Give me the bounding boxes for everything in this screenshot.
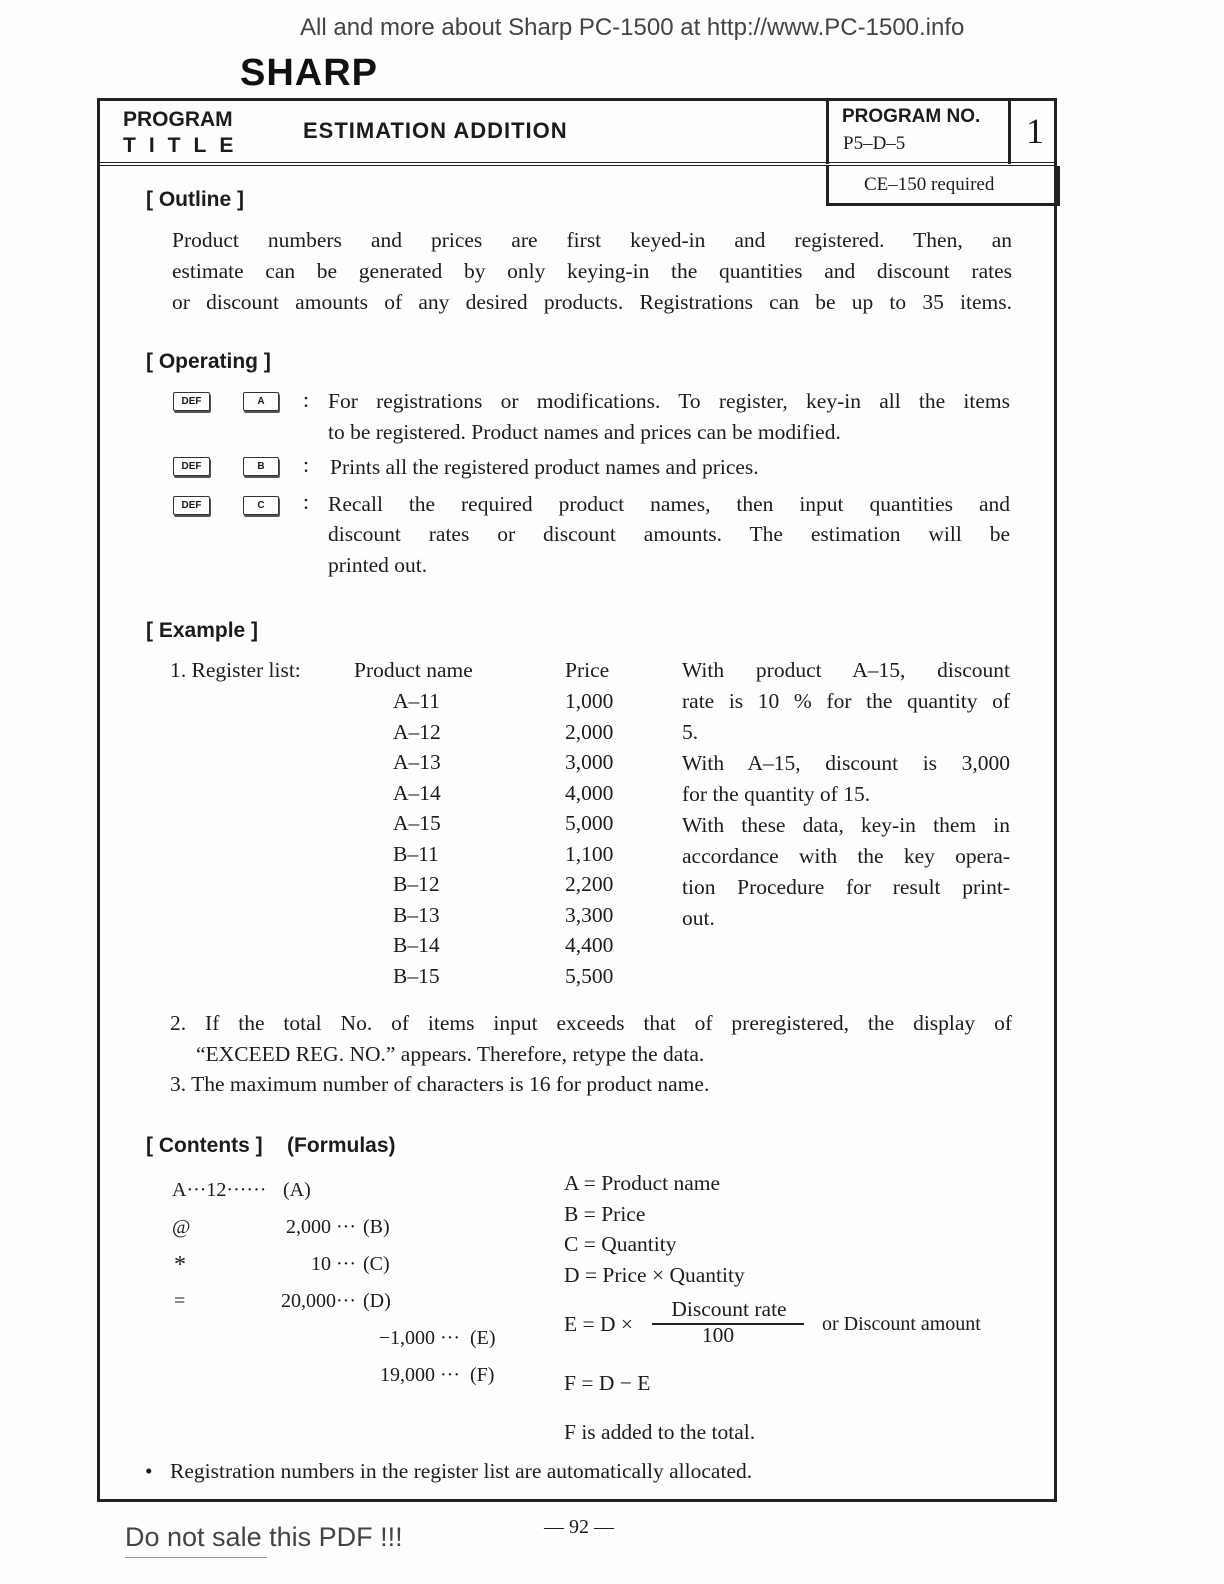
product-name: B–15	[393, 963, 440, 988]
product-name: A–11	[393, 689, 440, 713]
definition-c: C = Quantity	[564, 1232, 677, 1256]
printout-tag: (B)	[363, 1216, 390, 1238]
column-header-price: Price	[565, 658, 610, 682]
printout-value: 2,000 ···	[286, 1216, 356, 1238]
footer-underline	[125, 1557, 267, 1558]
printout-tag: (F)	[470, 1364, 495, 1386]
note-line: rate is 10 % for the quantity of	[682, 689, 1010, 713]
printout-value: 20,000···	[281, 1290, 356, 1312]
printout-tag: (E)	[470, 1327, 496, 1349]
op-a-line-1: For registrations or modifications. To register, key-in all the items	[328, 389, 1010, 413]
example-point-3: 3. The maximum number of characters is 16 for product name.	[170, 1072, 710, 1096]
note-line: 5.	[682, 720, 699, 744]
c-key: C	[243, 496, 279, 515]
product-price: 3,000	[565, 750, 614, 774]
definition-d: D = Price × Quantity	[564, 1263, 745, 1287]
printout-tag: (A)	[283, 1179, 311, 1201]
note-line: accordance with the key opera-	[682, 844, 1010, 868]
product-price: 5,000	[565, 811, 614, 835]
bullet: •	[145, 1459, 153, 1483]
op-a-line-2: to be registered. Product names and prices can be modified.	[328, 420, 841, 444]
program-label-line1: PROGRAM	[123, 108, 233, 131]
printout-prefix: A···12······	[172, 1179, 267, 1201]
registration-note: Registration numbers in the register list are automatically allocated.	[170, 1459, 753, 1483]
product-price: 3,300	[565, 902, 614, 927]
product-price: 1,100	[565, 841, 614, 866]
example-note	[682, 655, 1010, 934]
contents-heading: [ Contents ]	[146, 1134, 263, 1157]
def-key: DEF	[173, 496, 210, 515]
product-name: A–12	[393, 719, 441, 744]
column-header-product: Product name	[354, 658, 473, 682]
printout-value: 19,000 ···	[380, 1364, 460, 1386]
product-name: A–14	[393, 780, 441, 805]
op-c-line-2: discount rates or discount amounts. The estimation will be	[328, 522, 1010, 546]
program-no-label: PROGRAM NO.	[842, 106, 981, 127]
note-line: out.	[682, 906, 715, 930]
sheet-number: 1	[1026, 111, 1044, 151]
definition-a: A = Product name	[564, 1171, 721, 1195]
note-line: for the quantity of 15.	[682, 782, 871, 806]
program-label-line2: TITLE	[123, 134, 247, 157]
program-title-label	[123, 107, 246, 159]
product-price: 4,000	[565, 780, 614, 805]
outline-line-1: Product numbers and prices are first keyed-in and registered. Then, an	[172, 228, 1012, 252]
product-name: B–11	[393, 841, 439, 866]
definition-e: E = D ×	[564, 1312, 634, 1336]
def-key: DEF	[173, 457, 210, 476]
op-c-line-3: printed out.	[328, 553, 428, 577]
fraction-denominator: 100	[701, 1323, 735, 1347]
b-key: B	[243, 457, 279, 476]
formulas-subheading: (Formulas)	[287, 1134, 396, 1157]
title-divider	[826, 98, 829, 164]
definition-f: F = D − E	[564, 1371, 651, 1395]
footer-warning: Do not sale this PDF !!!	[125, 1522, 403, 1552]
product-price: 2,200	[565, 872, 614, 896]
op-separator: :	[303, 452, 310, 477]
example-point-2-line-2: “EXCEED REG. NO.” appears. Therefore, retype the data.	[196, 1042, 705, 1066]
note-line: With these data, key-in them in	[682, 813, 1010, 837]
note-line: With A–15, discount is 3,000	[682, 751, 1010, 775]
product-price: 2,000	[565, 719, 614, 744]
sharp-logo: SHARP	[240, 52, 379, 94]
printout-tag: (C)	[363, 1253, 390, 1275]
printout-value: −1,000 ···	[378, 1327, 460, 1349]
product-price: 5,500	[565, 963, 614, 988]
op-c-line-1: Recall the required product names, then input quantities and	[328, 492, 1010, 516]
product-name: A–13	[393, 750, 441, 774]
definition-f-note: F is added to the total.	[564, 1420, 756, 1444]
page-number: — 92 —	[544, 1516, 614, 1538]
def-key: DEF	[173, 392, 210, 411]
op-b-line-1: Prints all the registered product names and prices.	[330, 455, 759, 479]
product-name: B–12	[393, 872, 440, 896]
example-point-2-line-1: 2. If the total No. of items input exceeds that of preregistered, the display of	[170, 1011, 1012, 1035]
definition-b: B = Price	[564, 1202, 646, 1226]
a-key: A	[243, 392, 279, 411]
program-no: P5–D–5	[843, 133, 906, 154]
outline-line-3: or discount amounts of any desired products. Registrations can be up to 35 items.	[172, 290, 1012, 314]
printout-tag: (D)	[363, 1290, 391, 1312]
note-line: With product A–15, discount	[682, 658, 1010, 682]
source-url-line: All and more about Sharp PC-1500 at http://www.PC-1500.info	[300, 14, 965, 41]
op-separator: :	[303, 489, 310, 514]
example-heading: [ Example ]	[146, 619, 259, 642]
register-list-label: 1. Register list:	[170, 658, 301, 682]
requirement-text: CE–150 required	[864, 174, 995, 195]
product-price: 1,000	[565, 689, 614, 713]
fraction-numerator: Discount rate	[671, 1297, 787, 1321]
printout-value: 10 ···	[311, 1253, 356, 1275]
printout-prefix: *	[174, 1252, 186, 1278]
product-name: B–14	[393, 933, 440, 957]
definition-e-alternative: or Discount amount	[822, 1313, 981, 1335]
operating-heading: [ Operating ]	[146, 350, 271, 373]
note-line: tion Procedure for result print-	[682, 875, 1010, 899]
product-price: 4,400	[565, 933, 614, 957]
outline-heading: [ Outline ]	[146, 188, 244, 211]
op-separator: :	[303, 387, 310, 412]
program-title: ESTIMATION ADDITION	[303, 118, 568, 143]
printout-prefix: =	[174, 1290, 186, 1312]
product-name: B–13	[393, 902, 440, 927]
number-divider	[1008, 98, 1011, 164]
printout-prefix: @	[172, 1216, 191, 1238]
product-name: A–15	[393, 811, 441, 835]
outline-line-2: estimate can be generated by only keying-in the quantities and discount rates	[172, 259, 1012, 283]
